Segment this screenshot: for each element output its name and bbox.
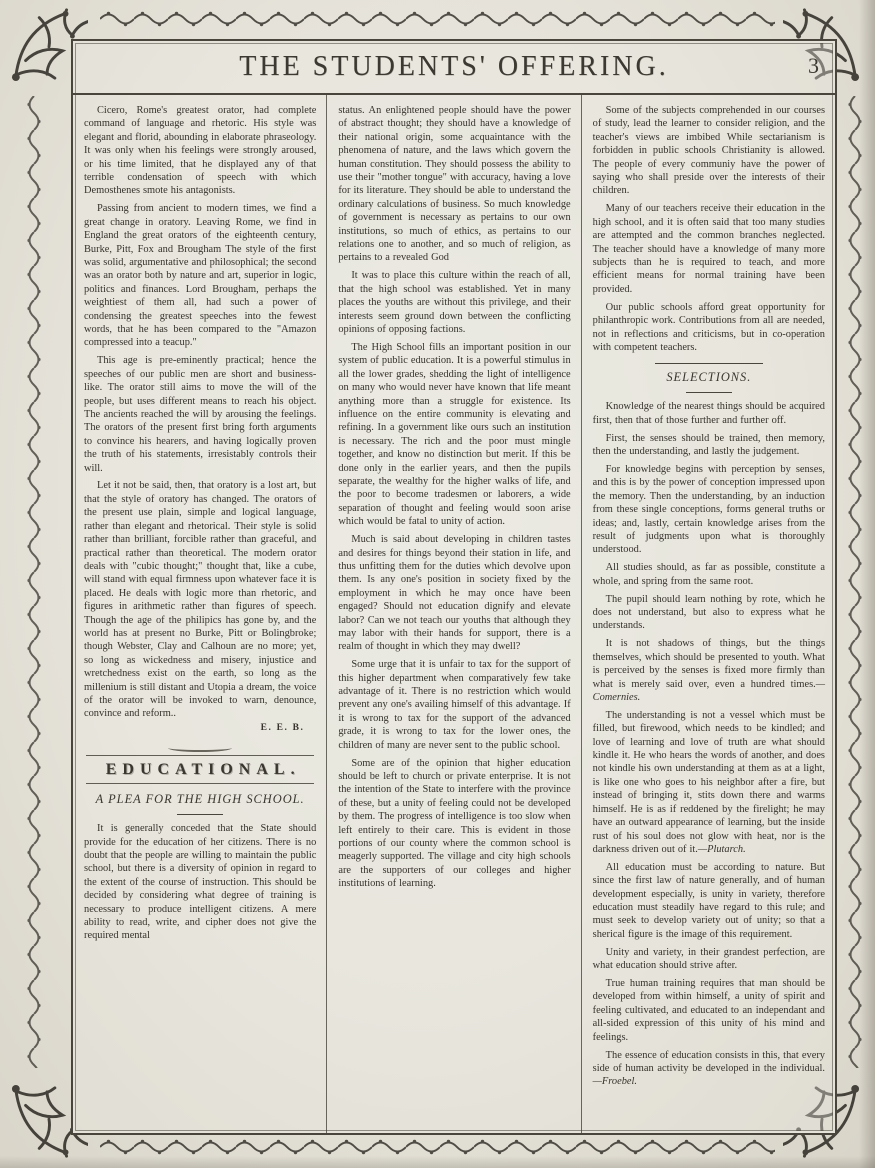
paragraph: All studies should, as far as possible, constitute a whole, and spring from the same root. bbox=[592, 562, 825, 587]
divider-rule bbox=[686, 392, 732, 393]
author-signature: E. E. B. bbox=[260, 722, 305, 733]
paragraph: status. An enlightened people should have the power of abstract thought; they should have a knowledge of their national origin, some acquaintance with the phenomena of nature, and the laws which govern the human constitution. They should possess the ability to use their "mother tongue" with accuracy, having a love for its literature. They should be able to understand the ordinary calculations of business. So much knowledge of government is necessary as pertains to our own institutions, so much of ethics, as pertains to our relations one to another, and so much of religion, as pertains to a revealed God bbox=[338, 105, 571, 264]
paragraph: Our public schools afford great opportunity for philanthropic work. Contributions from all are needed, not in reflections and criticisms, but in co-operation with competent teachers. bbox=[592, 301, 825, 353]
page-frame bbox=[71, 39, 837, 1135]
paragraph: True human training requires that man should be developed from within himself, a unity of spirit and feeling cultivated, and educated to an independant and all-sided expression of this unity of his mind and feelings. bbox=[592, 978, 825, 1043]
bottom-border-ornament bbox=[100, 1138, 775, 1156]
paragraph: The essence of education consists in this, that every side of human activity be developed in the individual.—Froebel. bbox=[592, 1049, 825, 1088]
column bbox=[327, 95, 581, 1133]
section-header: EDUCATIONAL. bbox=[86, 755, 314, 784]
page-number: 3 bbox=[808, 53, 819, 78]
paragraph: It is not shadows of things, but the things themselves, which should be presented to youth. What is perceived by the senses is fixed more firmly than what is merely said over, even a hundred times.—Comernies. bbox=[592, 638, 825, 703]
paragraph: The pupil should learn nothing by rote, which he does not understand, but also to express what he understands. bbox=[592, 593, 825, 632]
paragraph: It is generally conceded that the State should provide for the education of her citizens. There is no doubt that the people are willing to maintain the public school, but there is a diversity of opinion in regard to the extent of the course of instruction. This should be decided by considering what degree of training is necessary to produce intelligent citizens. A mere ability to read, write, and cipher does not give the required mental bbox=[84, 823, 317, 942]
left-border-ornament bbox=[26, 96, 42, 1068]
paragraph: All education must be according to nature. But since the first law of nature generally, and of human development especially, is unity in variety, therefore education must steadily have regard to this rule; and must seek to develop variety out of unity; so that a sherical figure is the image of this requirement. bbox=[592, 861, 825, 940]
paragraph: Many of our teachers receive their education in the high school, and it is often said that too many studies are attempted and the common branches neglected. The teacher should have a knowledge of many more subjects than he is required to teach, and more efficient means for normal training have been provided. bbox=[592, 203, 825, 295]
paragraph: Cicero, Rome's greatest orator, had complete command of language and rhetoric. His style was elegant and florid, abounding in elaborate phraseology. It was only when his feelings were strongly aroused, or his time limited, that he displayed any of that terrible condensation of speech with which Demosthenes smote his antagonists. bbox=[84, 105, 317, 197]
columns-container bbox=[73, 95, 835, 1133]
paragraph: It was to place this culture within the reach of all, that the high school was established. Yet in many places the youths are without this privilege, and their interests seem ground down between the conflicting opinions of opposing factions. bbox=[338, 270, 571, 335]
attribution: —Froebel. bbox=[592, 1076, 637, 1088]
paragraph: Passing from ancient to modern times, we find a great change in oratory. Leaving Rome, we find in England the great orators of the eighteenth century, Burke, Pitt, Fox and Brougham The style of the first was solid, argumentative and philosophical; the second was an orator both by nature and art, superior in logic, politics and finances. Lord Brougham, perhaps the weightiest of them all, had such a power of condensing the greatest speeches into the fewest words, that he has been compared to the "Amazon compressed into a teacup." bbox=[84, 203, 317, 349]
paragraph: Some of the subjects comprehended in our courses of study, lead the learner to consider religion, and the teacher's views are imbibed While sectarianism is forbidden in public schools Christianity is allowed. The people of every communiy have the power of saying who shall preside over the interests of their children. bbox=[592, 105, 825, 197]
paragraph: The High School fills an important position in our system of public education. It is a powerful stimulus in all the lower grades, shedding the light of intelligence on many who would never have known that life meant anything more than a struggle for existence. Its influence on the entire community is elevating and refining. In a government like ours such an institution is necessary. The rich and the poor must mingle together, and know no distinction but merit. If this be done only in the earlier years, and then the pupils separate, the wealthy for the higher walks of life, and the poor to become tradesmen or laborers, a wide separation of thought and feeling would soon arise which would be fatal to unity of action. bbox=[338, 341, 571, 528]
divider-rule bbox=[177, 814, 223, 815]
column bbox=[582, 95, 835, 1133]
masthead bbox=[73, 41, 835, 95]
column bbox=[73, 95, 327, 1133]
paragraph: Much is said about developing in children tastes and desires for things beyond their station in life, and thus unfitting them for the duties which devolve upon them. Is any one's position in society fixed by the employment in which he may once have been engaged? Should not education dignify and elevate labor? Can we not teach our youths that although they may labor with their hands for support, there is a realm of thought in which they may dwell? bbox=[338, 534, 571, 653]
article-title: A PLEA FOR THE HIGH SCHOOL. bbox=[95, 792, 305, 807]
paragraph: Unity and variety, in their grandest perfection, are what education should strive after. bbox=[592, 946, 825, 972]
article-title: SELECTIONS. bbox=[666, 370, 752, 385]
paragraph: Knowledge of the nearest things should be acquired first, then that of those further and further off. bbox=[592, 401, 825, 426]
divider-rule bbox=[655, 363, 763, 364]
scan-edge-shadow-bottom bbox=[0, 1156, 875, 1168]
paragraph: Let it not be said, then, that oratory is a lost art, but that the style of oratory has changed. The orators of the present use plain, simple and logical language, rather than elegant and rhetorical. Their style is solid rather than brilliant, forcible rather than graceful, and practical rather than theoretical. The modern orator deals with "cubic thought;" thought that, like a cube, will stand with equal firmness upon whatever face it is placed. He deals with logic more than rhetoric, and figures in arithmetic rather than figures of speech. Though the age of the philipics has gone by, and the world has at present no Burke, Pitt or Bolingbroke; though Webster, Clay and Calhoun are no more; yet, so long as wickedness and misery, injustice and wretchedness exist on the earth, so long as the millenium is still distant and Utopia a dream, the voice of the orator will be invoked to warn, denounce, convince and reform.. E. E. B. bbox=[84, 479, 316, 735]
attribution: —Plutarch. bbox=[697, 843, 746, 855]
right-border-ornament bbox=[847, 96, 863, 1068]
page-title: THE STUDENTS' OFFERING. bbox=[239, 51, 669, 82]
ornament-flourish bbox=[168, 744, 232, 752]
paragraph: The understanding is not a vessel which must be filled, but firewood, which needs to be kindled; and love of learning and love of truth are what should kindle it. He who hears the words of another, and does not kindle his own understanding at them as at a light, is like one who goes to his neighbor after a fire, but instead of bringing it, stits down there and warms himself. He is as if reddened by the firelight; he may have an outward appearance of learning, but the inside rust of his soul does not glow with heat, nor is the darkness driven out of it.—Plutarch. bbox=[592, 709, 825, 855]
attribution: —Comernies. bbox=[592, 678, 825, 703]
top-border-ornament bbox=[100, 10, 775, 28]
paragraph: Some are of the opinion that higher education should be left to church or private enterprise. It is not the intention of the State to interfere with the province of these, but a unity of feeling could not be developed by them. The progress of intelligence is too slow when left entirely to their care. This is evident in those portions of our county where the common school is meagerly supported. The village and city high schools are the supporters of our colleges and higher institutions of learning. bbox=[338, 757, 571, 890]
paragraph: First, the senses should be trained, then memory, then the understanding, and lastly the judgement. bbox=[592, 432, 825, 458]
paragraph: This age is pre-eminently practical; hence the speeches of our public men are short and business-like. The orator still aims to move the will of the people, but uses different means to reach his object. The ancients reached the will by arousing the feelings. The orators of the present first bring forth arguments to convince his hearers, and having logically proven the truth of his statements, irresistably controls their will. bbox=[84, 355, 317, 474]
paragraph: For knowledge begins with perception by senses, and this is by the power of conception impressed upon the memory. Then the understanding, by an induction from these single conceptions, forms general truths or ideas; and, lastly, certain knowledge arises from the result of judgments upon what is thoroughly understood. bbox=[592, 463, 825, 556]
paragraph: Some urge that it is unfair to tax for the support of this higher department when comparatively few take advantage of it. There is no restriction which would prevent any one's availing himself of this advantage. If it is wrong to tax for the support of the advanced grade, it is wrong to tax for the lower ones, the children of many are never sent to the public school. bbox=[338, 659, 571, 751]
